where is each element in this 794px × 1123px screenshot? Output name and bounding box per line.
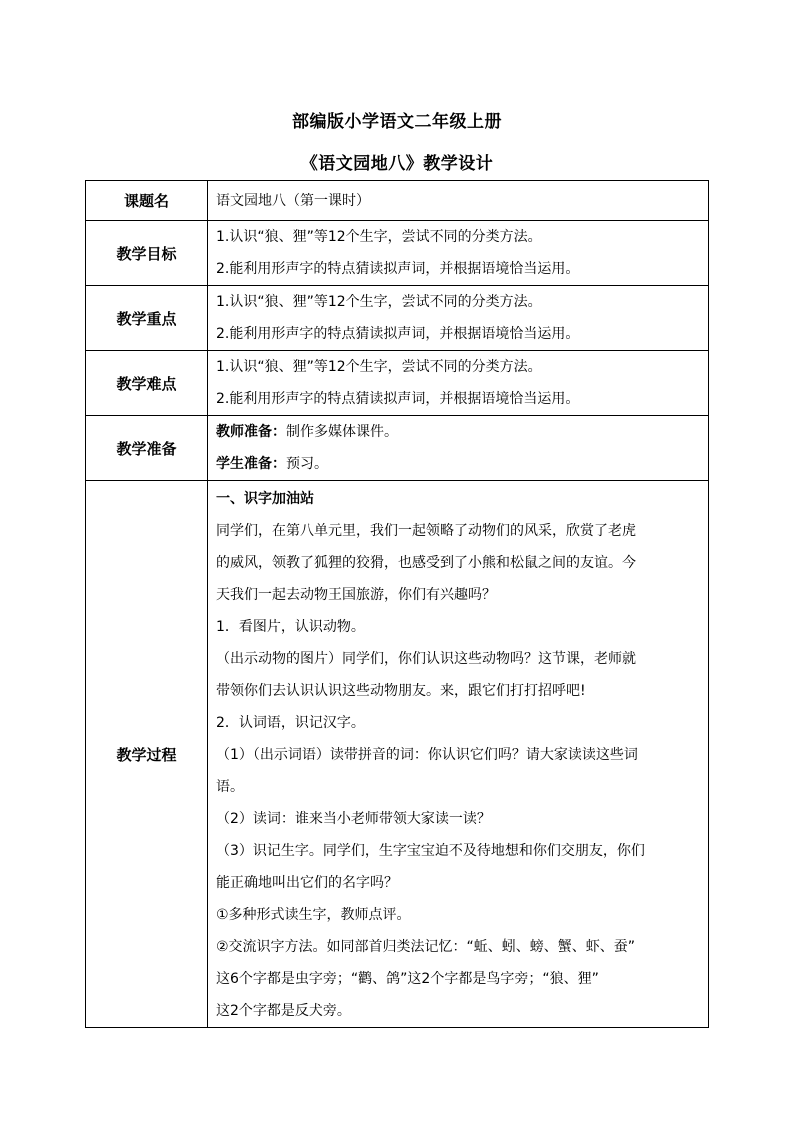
value-key [208, 286, 709, 351]
label-key: 教学重点 [86, 286, 208, 351]
key-item: 2.能利用形声字的特点猜读拟声词，并根据语境恰当运用。 [216, 326, 580, 342]
label-difficult: 教学难点 [86, 351, 208, 416]
goal-item: 2.能利用形声字的特点猜读拟声词，并根据语境恰当运用。 [216, 261, 580, 277]
process-body [216, 515, 702, 1027]
process-line: （3）识记生字。同学们，生字宝宝迫不及待地想和你们交朋友，你们 [216, 843, 645, 859]
process-line: 2．认词语，识记汉字。 [216, 715, 365, 731]
document-subtitle: 《语文园地八》教学设计 [300, 154, 494, 174]
value-prep [208, 416, 709, 481]
student-prep [216, 448, 702, 480]
teacher-prep [216, 416, 702, 448]
process-line: 这2个字都是反犬旁。 [216, 1003, 351, 1019]
process-line: 天我们一起去动物王国旅游，你们有兴趣吗？ [216, 587, 496, 603]
value-difficult [208, 351, 709, 416]
student-prep-label: 学生准备： [216, 456, 286, 472]
teacher-prep-text: 制作多媒体课件。 [286, 424, 398, 440]
process-line: ②交流识字方法。如同部首归类法记忆：“蚯、蚓、螃、蟹、虾、蚕” [216, 939, 636, 955]
process-line: 1．看图片，认识动物。 [216, 619, 365, 635]
teacher-prep-label: 教师准备： [216, 424, 286, 440]
label-prep: 教学准备 [86, 416, 208, 481]
topic-text: 语文园地八（第一课时） [216, 192, 370, 209]
process-line: ①多种形式读生字，教师点评。 [216, 907, 411, 923]
value-goals [208, 221, 709, 286]
row-difficult [86, 351, 709, 416]
lesson-plan-table [85, 180, 709, 1028]
row-topic [86, 181, 709, 221]
row-process [86, 481, 709, 1028]
process-heading: 一、识字加油站 [216, 491, 314, 507]
process-line: 的威风，领教了狐狸的狡猾，也感受到了小熊和松鼠之间的友谊。今 [216, 555, 636, 571]
value-process [208, 481, 709, 1028]
process-line: （出示动物的图片）同学们，你们认识这些动物吗？这节课，老师就 [216, 651, 636, 667]
process-line: （1）（出示词语）读带拼音的词：你认识它们吗？请大家读读这些词 [216, 747, 638, 763]
row-prep [86, 416, 709, 481]
document-title: 部编版小学语文二年级上册 [292, 112, 502, 132]
process-line: 这6个字都是虫字旁；“鹳、鸽”这2个字都是鸟字旁；“狼、狸” [216, 971, 599, 987]
value-topic [208, 181, 709, 221]
process-line: （2）读词：谁来当小老师带领大家读一读？ [216, 811, 491, 827]
student-prep-text: 预习。 [286, 456, 328, 472]
label-process: 教学过程 [86, 481, 208, 1028]
process-line: 带领你们去认识认识这些动物朋友。来，跟它们打打招呼吧! [216, 683, 586, 699]
difficult-item: 1.认识“狼、狸”等12个生字，尝试不同的分类方法。 [216, 359, 542, 375]
label-topic: 课题名 [86, 181, 208, 221]
goal-item: 1.认识“狼、狸”等12个生字，尝试不同的分类方法。 [216, 229, 542, 245]
process-line: 语。 [216, 779, 244, 795]
difficult-item: 2.能利用形声字的特点猜读拟声词，并根据语境恰当运用。 [216, 391, 580, 407]
key-item: 1.认识“狼、狸”等12个生字，尝试不同的分类方法。 [216, 294, 542, 310]
row-goals [86, 221, 709, 286]
label-goals: 教学目标 [86, 221, 208, 286]
process-line: 同学们，在第八单元里，我们一起领略了动物们的风采，欣赏了老虎 [216, 523, 636, 539]
row-key [86, 286, 709, 351]
process-line: 能正确地叫出它们的名字吗？ [216, 875, 398, 891]
